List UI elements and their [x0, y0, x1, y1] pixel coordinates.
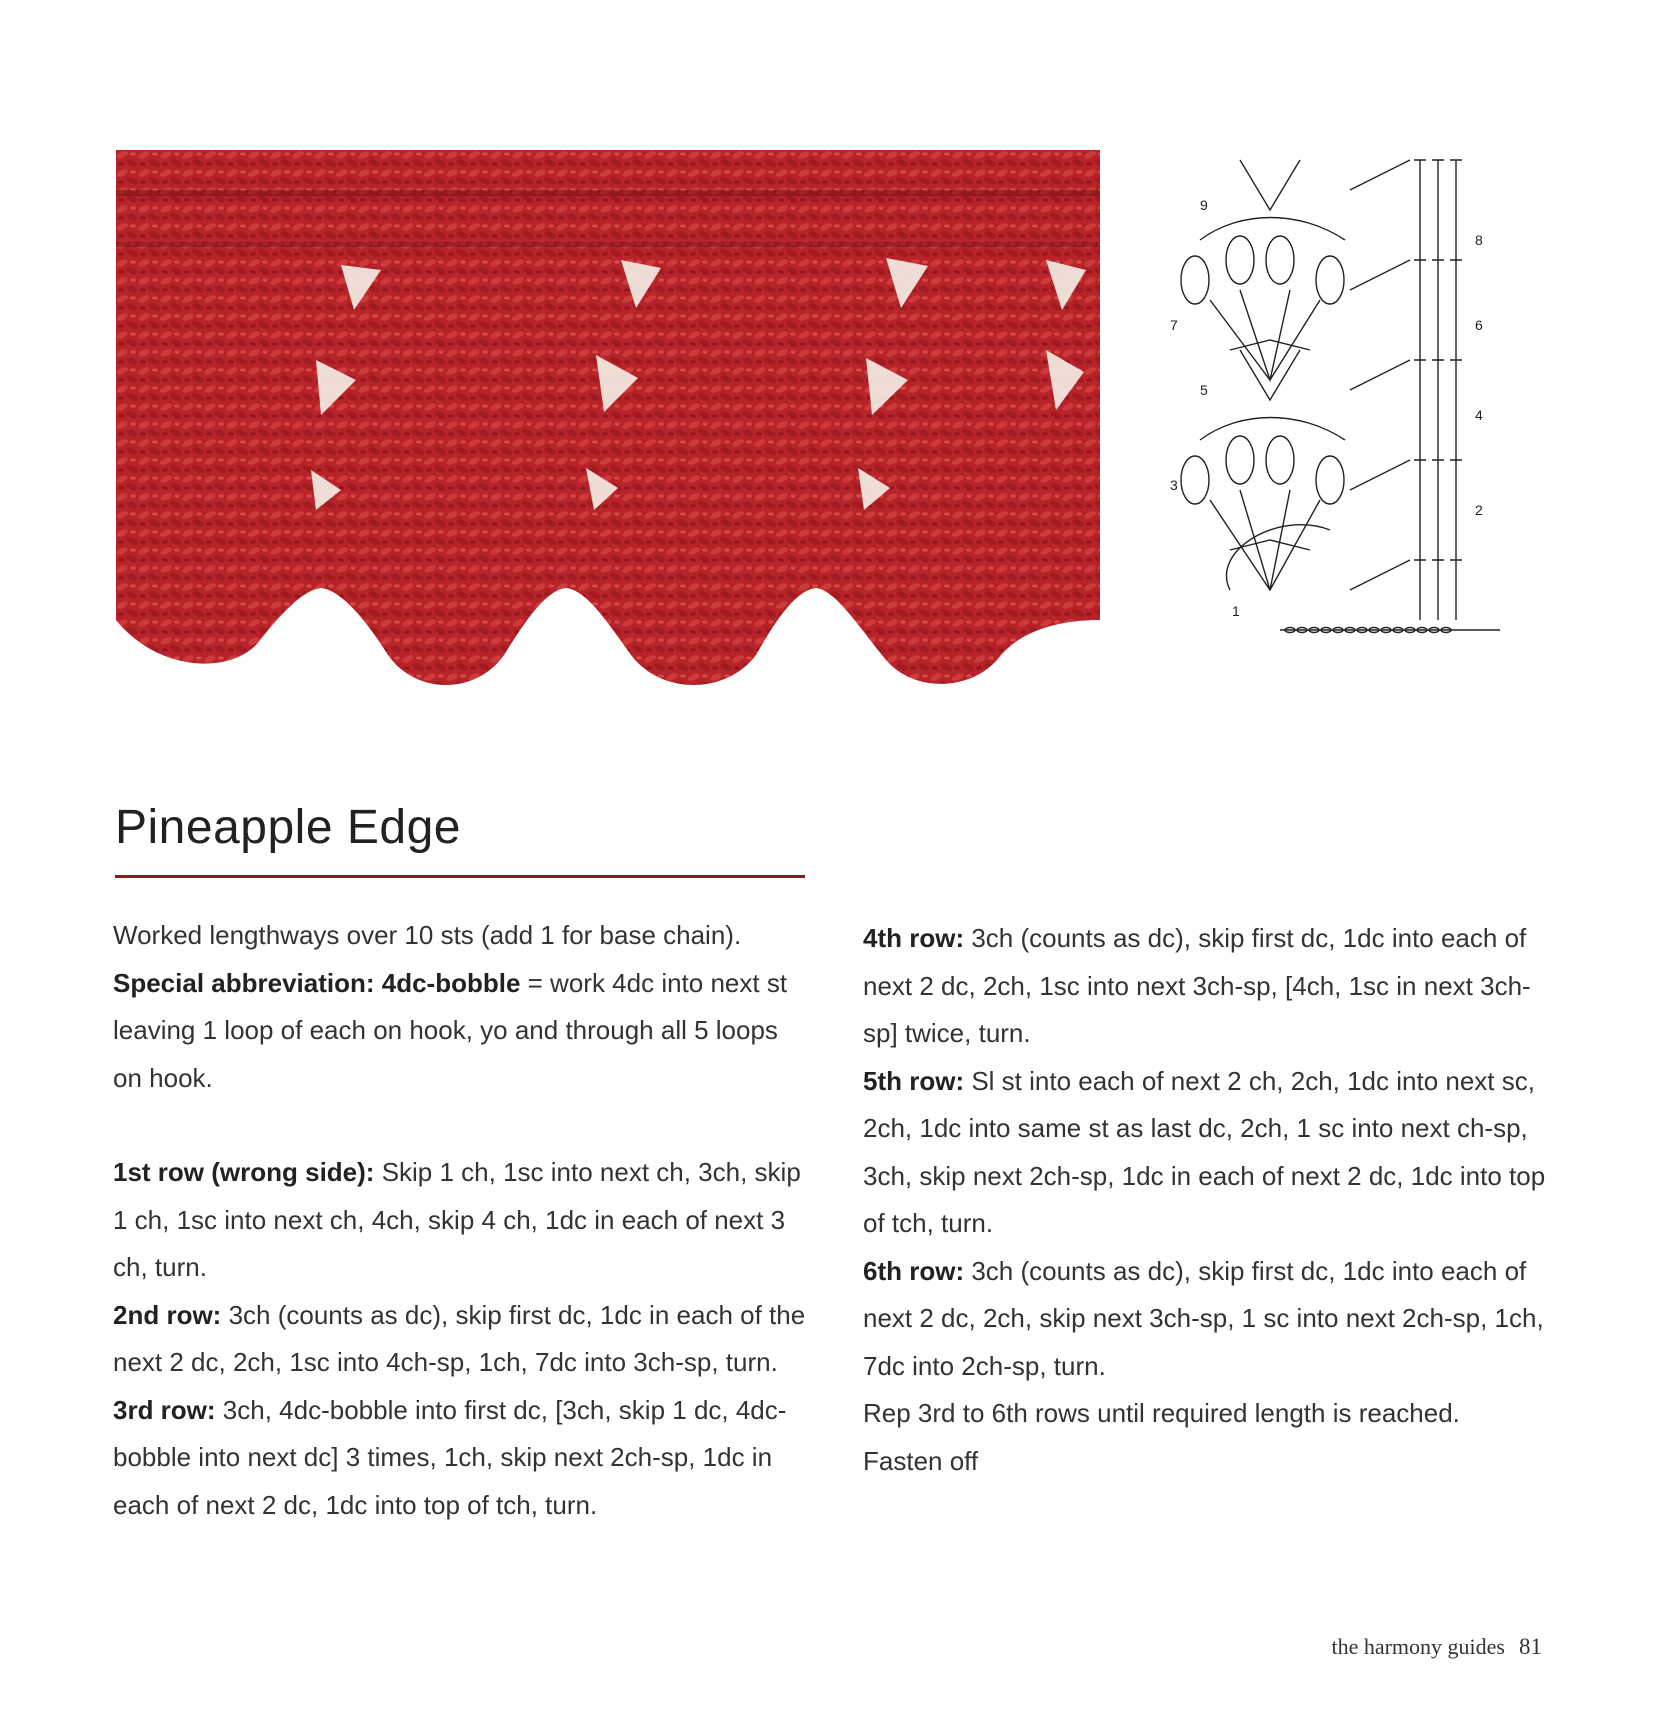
row-3-text: 3ch, 4dc-bobble into first dc, [3ch, skip 1 dc, 4dc-bobble into next dc] 3 times, 1ch, skip next 2ch-sp, 1dc in each of next 2 dc, 1dc into top of tch, turn. — [113, 1394, 787, 1520]
diagram-row-1: 1 — [1232, 603, 1240, 619]
special-abbreviation-label: Special abbreviation: 4dc-bobble — [113, 967, 521, 998]
row-4-label: 4th row: — [863, 923, 965, 953]
diagram-row-9: 9 — [1200, 197, 1208, 213]
row-1-text: Skip 1 ch, 1sc into next ch, 3ch, skip 1 ch, 1sc into next ch, 4ch, skip 4 ch, 1dc in each of next 3 ch, turn. — [113, 1157, 801, 1282]
row-1-instruction — [113, 1149, 813, 1292]
row-5-label: 5th row: — [863, 1065, 965, 1096]
row-6-label: 6th row: — [863, 1255, 965, 1286]
diagram-row-2: 2 — [1475, 502, 1483, 518]
page-footer — [1331, 1634, 1542, 1660]
diagram-row-4: 4 — [1475, 407, 1483, 423]
row-3-label: 3rd row: — [113, 1394, 216, 1425]
instructions-left-column — [113, 912, 813, 1529]
row-6-instruction — [863, 1248, 1563, 1391]
diagram-row-6: 6 — [1475, 317, 1483, 333]
page-number: 81 — [1519, 1634, 1542, 1659]
page-title: Pineapple Edge — [115, 801, 461, 854]
diagram-row-5: 5 — [1200, 382, 1208, 398]
title-underline — [115, 875, 805, 878]
special-abbreviation-text: = work 4dc into next st leaving 1 loop of each on hook, yo and through all 5 loops on hook. — [113, 967, 788, 1093]
footer-book-title: the harmony guides — [1331, 1634, 1505, 1659]
row-5-text: Sl st into each of next 2 ch, 2ch, 1dc into next sc, 2ch, 1dc into same st as last dc, 2ch, 1 sc into next ch-sp, 3ch, skip next 2ch-sp, 1dc in each of next 2 dc, 1dc into top of tch, turn. — [863, 1065, 1546, 1238]
crochet-swatch-photo — [116, 150, 1100, 690]
row-2-label: 2nd row: — [113, 1299, 222, 1330]
instructions-right-column — [863, 915, 1563, 1485]
row-3-instruction — [113, 1387, 813, 1530]
row-4-instruction — [863, 915, 1563, 1058]
intro-line: Worked lengthways over 10 sts (add 1 for base chain). — [113, 920, 742, 950]
row-4-text: 3ch (counts as dc), skip first dc, 1dc into each of next 2 dc, 2ch, 1sc into next 3ch-sp, [4ch, 1sc in next 3ch-sp] twice, turn. — [863, 923, 1531, 1048]
row-2-text: 3ch (counts as dc), skip first dc, 1dc in each of the next 2 dc, 2ch, 1sc into 4ch-sp, 1ch, 7dc into 3ch-sp, turn. — [113, 1299, 806, 1377]
finish-instruction: Fasten off — [863, 1445, 979, 1476]
row-1-label: 1st row (wrong side): — [113, 1157, 375, 1187]
row-6-text: 3ch (counts as dc), skip first dc, 1dc into each of next 2 dc, 2ch, skip next 3ch-sp, 1 sc into next 2ch-sp, 1ch, 7dc into 2ch-sp, turn. — [863, 1255, 1544, 1381]
diagram-row-3: 3 — [1170, 477, 1178, 493]
special-abbreviation — [113, 960, 813, 1103]
diagram-row-7: 7 — [1170, 317, 1178, 333]
row-5-instruction — [863, 1058, 1563, 1248]
repeat-instruction: Rep 3rd to 6th rows until required length is reached. — [863, 1398, 1460, 1428]
crochet-chart-diagram — [1170, 150, 1500, 650]
diagram-row-8: 8 — [1475, 232, 1483, 248]
row-2-instruction — [113, 1292, 813, 1387]
